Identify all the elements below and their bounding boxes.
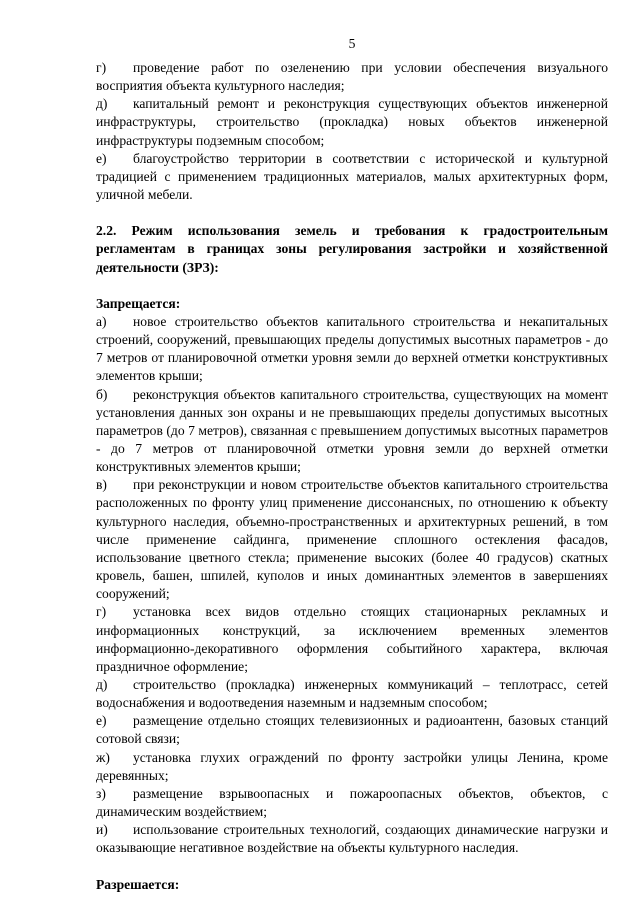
item-letter: е) <box>96 150 107 166</box>
list-item <box>96 712 608 748</box>
item-text: строительство (прокладка) инженерных коммуникаций – теплотрасс, сетей водоснабжения и водоотведения наземным и надземным способом; <box>96 677 608 711</box>
list-item <box>96 386 608 477</box>
list-item <box>96 603 608 676</box>
item-text: благоустройство территории в соответствии с исторической и культурной традицией с применением традиционных материалов, малых архитектурных форм, уличной мебели. <box>96 150 608 203</box>
document-page <box>96 35 608 894</box>
item-text: использование строительных технологий, создающих динамические нагрузки и оказывающие негативное воздействие на объекты культурного наследия. <box>96 822 608 856</box>
list-item <box>96 150 608 204</box>
intro-list <box>96 59 608 204</box>
list-item <box>96 59 608 95</box>
item-letter: б) <box>96 386 108 402</box>
item-letter: ж) <box>96 749 110 765</box>
list-item <box>96 313 608 386</box>
item-text: размещение взрывоопасных и пожароопасных объектов, объектов, с динамическим воздействием; <box>96 785 608 820</box>
section-heading: 2.2. Режим использования земель и требования к градостроительным регламентам в границах зоны регулирования застройки и хозяйственной деятельности (ЗРЗ): <box>96 223 608 275</box>
item-letter: е) <box>96 713 107 729</box>
item-letter: и) <box>96 822 108 838</box>
item-letter: д) <box>96 96 108 112</box>
item-letter: г) <box>96 604 107 620</box>
item-text: установка всех видов отдельно стоящих стационарных рекламных и информационных конструкций, за исключением временных элементов информационно-декоративного оформления событийного характера, включая праздничное оформление; <box>96 604 608 674</box>
item-letter: в) <box>96 477 107 493</box>
page-number: 5 <box>348 36 356 51</box>
item-letter: з) <box>96 785 106 801</box>
item-text: установка глухих ограждений по фронту застройки улицы Ленина, кроме деревянных; <box>96 749 608 783</box>
item-letter: д) <box>96 677 108 692</box>
item-text: при реконструкции и новом строительстве объектов капитального строительства расположенных по фронту улиц применение диссонансных, по отношению к объекту культурного наследия, объемно-пространственных и архитектурных решений, в том числе применение сайдинга, применение сплошного остекления фасадов, использование цветного стекла; применение высоких (более 40 градусов) скатных кровель, башен, шпилей, куполов и иных доминантных элементов в завершениях сооружений; <box>96 477 608 602</box>
item-text: капитальный ремонт и реконструкция существующих объектов инженерной инфраструктуры, строительство (прокладка) новых объектов инженерной инфраструктуры подземным способом; <box>96 96 608 148</box>
spacer <box>96 277 608 295</box>
allowed-label: Разрешается: <box>96 876 180 892</box>
prohibited-label: Запрещается: <box>96 295 181 311</box>
list-item <box>96 785 608 821</box>
spacer <box>96 204 608 222</box>
item-text: проведение работ по озеленению при условии обеспечения визуального восприятия объекта культурного наследия; <box>96 60 608 94</box>
list-item <box>96 821 608 857</box>
item-text: размещение отдельно стоящих телевизионных и радиоантенн, базовых станций сотовой связи; <box>96 713 608 747</box>
list-item <box>96 476 608 603</box>
item-text: реконструкция объектов капитального строительства, существующих на момент установления данных зон охраны и не превышающих пределы допустимых высотных параметров (до 7 метров), связанная с превышением допустимых высотных параметров - до 7 метров от планировочной отметки уровня земли до верхней отметки конструктивных элементов крыши; <box>96 386 608 475</box>
list-item <box>96 95 608 149</box>
list-item <box>96 676 608 712</box>
item-letter: г) <box>96 60 107 75</box>
item-letter: а) <box>96 313 107 329</box>
list-item <box>96 749 608 785</box>
item-text: новое строительство объектов капитального строительства и некапитальных строений, сооружений, превышающих пределы допустимых высотных параметров - до 7 метров от планировочной отметки уровня земли до верхней отметки конструктивных элементов крыши; <box>96 313 608 384</box>
prohibited-list <box>96 313 608 858</box>
spacer <box>96 858 608 876</box>
